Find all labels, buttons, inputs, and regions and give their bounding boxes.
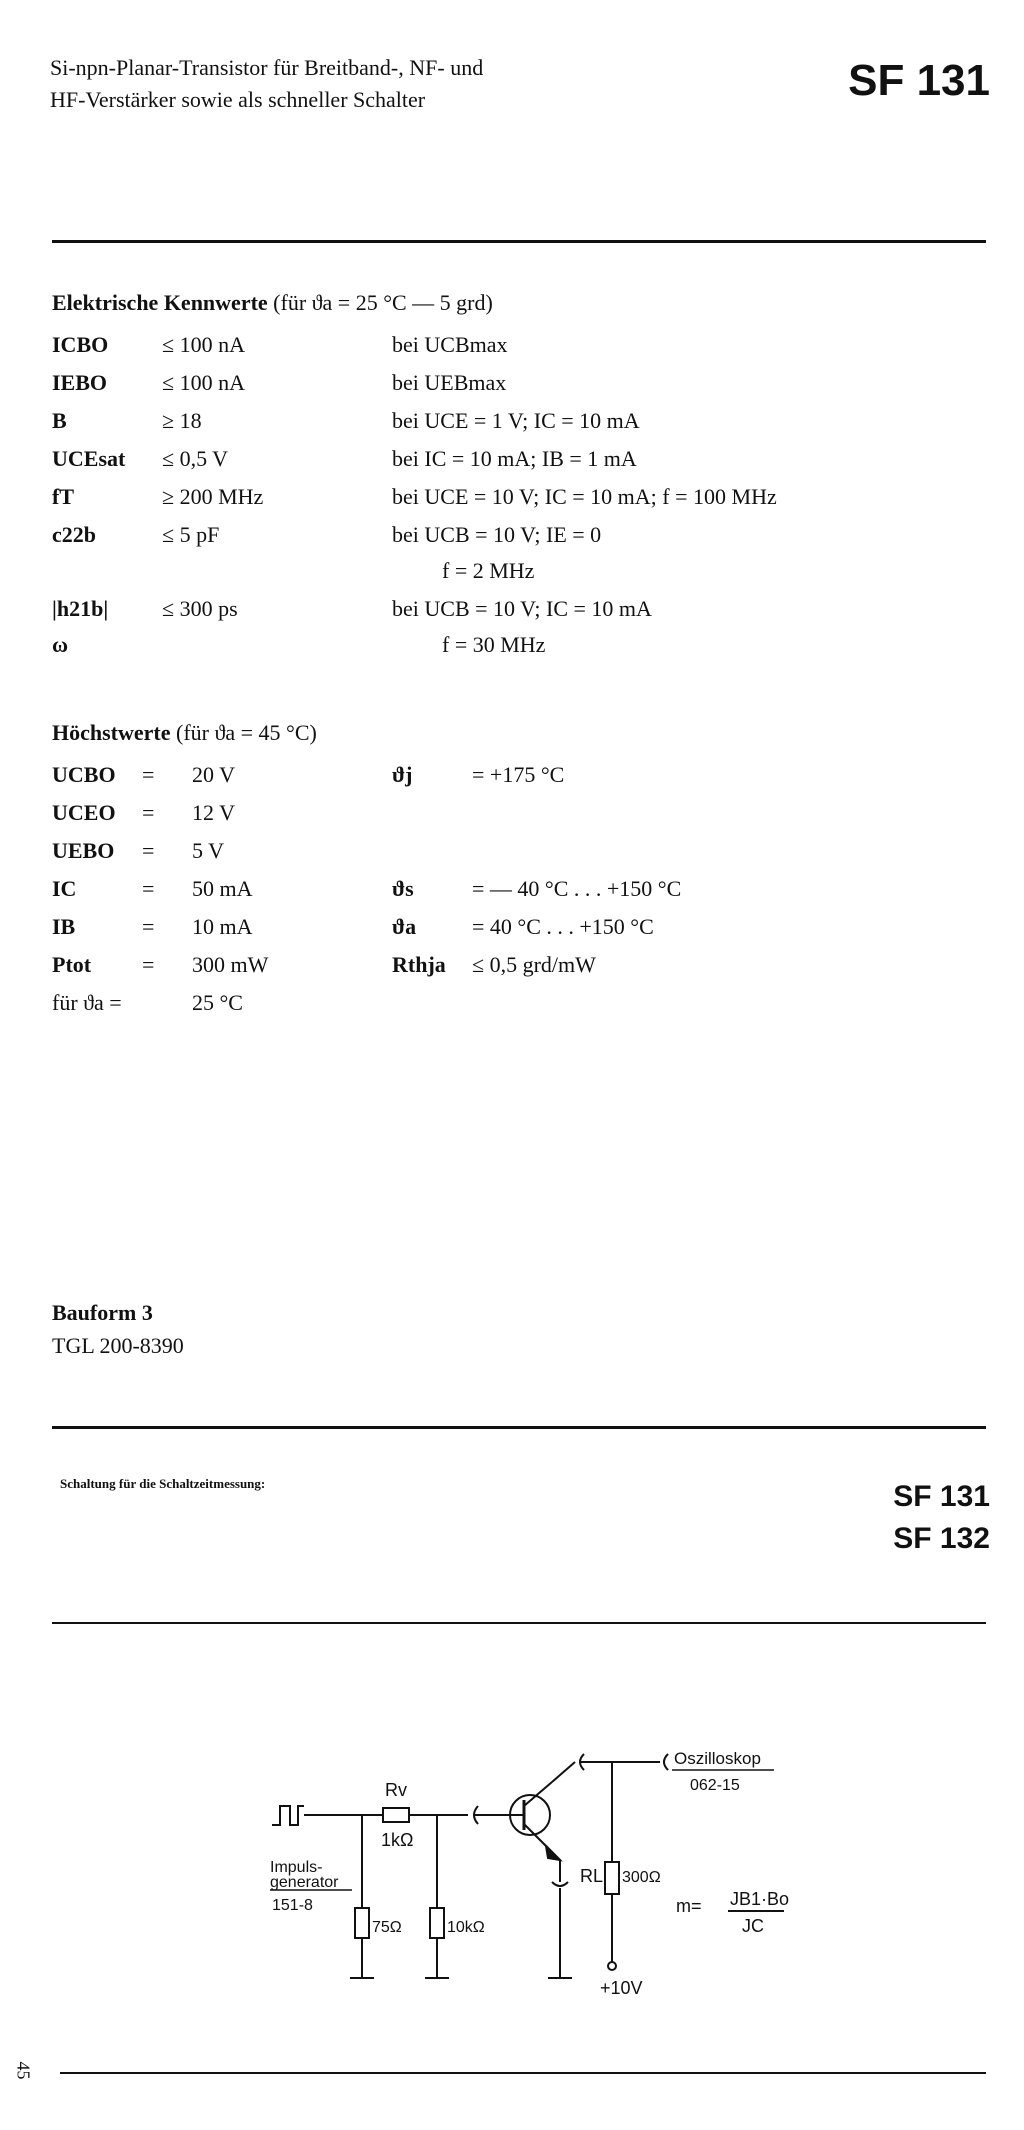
supply-terminal — [608, 1962, 616, 1970]
max-ratings-title-rest: (für ϑa = 45 °C) — [176, 720, 317, 745]
rl-label: RL — [580, 1866, 604, 1886]
electrical-condition: bei UCE = 1 V; IC = 10 mA — [392, 408, 640, 433]
max-rating-value-2: = +175 °C — [472, 762, 565, 787]
formula-numerator: JB1·Bo — [730, 1889, 790, 1909]
electrical-condition: bei UCBmax — [392, 332, 508, 357]
switching-circuit-diagram — [0, 1620, 1024, 2000]
description-line-1: Si-npn-Planar-Transistor für Breitband-, NF- und — [50, 55, 484, 80]
oscilloscope-model: 062-15 — [690, 1777, 740, 1794]
r10k-resistor — [430, 1908, 444, 1938]
oscilloscope-label: Oszilloskop — [674, 1749, 761, 1768]
electrical-condition: bei UCB = 10 V; IE = 0 — [392, 522, 602, 547]
max-rating-value: 50 mA — [192, 876, 253, 901]
electrical-section-title — [52, 290, 493, 316]
max-rating-value-2: = 40 °C . . . +150 °C — [472, 914, 654, 939]
max-ratings-title — [52, 720, 317, 746]
electrical-condition: bei IC = 10 mA; IB = 1 mA — [392, 446, 637, 471]
oscilloscope-connector — [664, 1754, 668, 1770]
rv-value: 1kΩ — [381, 1830, 414, 1850]
formula-m: m= — [676, 1896, 702, 1916]
max-ratings-title-bold: Höchstwerte — [52, 720, 171, 745]
max-rating-equals: = — [142, 838, 155, 863]
electrical-condition: f = 2 MHz — [442, 558, 535, 583]
electrical-condition: bei UCB = 10 V; IC = 10 mA — [392, 596, 652, 621]
max-rating-symbol: IC — [52, 876, 77, 901]
max-rating-value-2: = — 40 °C . . . +150 °C — [472, 876, 682, 901]
electrical-condition: bei UEBmax — [392, 370, 507, 395]
max-rating-equals: = — [142, 914, 155, 939]
electrical-symbol: UCEsat — [52, 446, 126, 471]
electrical-symbol: ω — [52, 632, 69, 657]
electrical-value: ≤ 5 pF — [162, 522, 220, 547]
electrical-symbol: B — [52, 408, 67, 433]
r75-resistor — [355, 1908, 369, 1938]
max-rating-symbol-2: Rthja — [392, 952, 446, 977]
electrical-condition: bei UCE = 10 V; IC = 10 mA; f = 100 MHz — [392, 484, 777, 509]
electrical-value: ≤ 100 nA — [162, 332, 245, 357]
collector-lead — [524, 1782, 552, 1806]
max-rating-symbol: IB — [52, 914, 76, 939]
part-number-title: SF 131 — [848, 56, 990, 105]
electrical-symbol: IEBO — [52, 370, 108, 395]
bauform-title: Bauform 3 — [52, 1300, 153, 1325]
max-rating-equals: = — [142, 762, 155, 787]
rv-resistor — [383, 1808, 409, 1822]
max-rating-value: 5 V — [192, 838, 224, 863]
max-rating-value: 300 mW — [192, 952, 269, 977]
electrical-value: ≥ 18 — [162, 408, 202, 433]
electrical-symbol: c22b — [52, 522, 96, 547]
max-rating-symbol: Ptot — [52, 952, 92, 977]
electrical-value: ≤ 0,5 V — [162, 446, 229, 471]
generator-label-1: Impuls- — [270, 1859, 323, 1876]
footer-divider — [60, 2072, 986, 2074]
max-rating-symbol: UCBO — [52, 762, 116, 787]
description-line-2: HF-Verstärker sowie als schneller Schalter — [50, 87, 426, 112]
max-rating-value: 25 °C — [192, 990, 243, 1015]
rl-value: 300Ω — [622, 1869, 661, 1886]
electrical-value: ≤ 100 nA — [162, 370, 245, 395]
max-rating-value: 20 V — [192, 762, 235, 787]
electrical-condition: f = 30 MHz — [442, 632, 546, 657]
header-description — [50, 52, 483, 116]
max-rating-symbol-2: ϑs — [392, 876, 414, 901]
max-rating-symbol: UCEO — [52, 800, 116, 825]
electrical-title-bold: Elektrische Kennwerte — [52, 290, 268, 315]
switching-part-2: SF 132 — [893, 1522, 990, 1555]
max-rating-value: 12 V — [192, 800, 235, 825]
max-rating-symbol-2: ϑj — [392, 762, 413, 787]
electrical-symbol: ICBO — [52, 332, 109, 357]
emitter-arrow — [546, 1846, 560, 1860]
generator-label-2: generator — [270, 1874, 339, 1891]
electrical-symbol: fT — [52, 484, 74, 509]
max-rating-equals: = — [142, 876, 155, 901]
bauform-divider — [52, 1426, 986, 1429]
electrical-symbol: |h21b| — [52, 596, 109, 621]
formula-denominator: JC — [742, 1916, 764, 1936]
max-rating-equals: = — [142, 952, 155, 977]
electrical-title-rest: (für ϑa = 25 °C — 5 grd) — [273, 290, 493, 315]
header-divider — [52, 240, 986, 243]
electrical-value: ≤ 300 ps — [162, 596, 238, 621]
supply-voltage: +10V — [600, 1978, 643, 1998]
bauform-standard: TGL 200-8390 — [52, 1333, 184, 1358]
switching-part-1: SF 131 — [893, 1480, 990, 1513]
switching-caption: Schaltung für die Schaltzeitmessung: — [60, 1476, 266, 1491]
r75-label: 75Ω — [372, 1919, 402, 1936]
pulse-symbol — [272, 1806, 304, 1825]
r10k-label: 10kΩ — [447, 1919, 485, 1936]
rv-label: Rv — [385, 1780, 407, 1800]
max-rating-symbol: für ϑa = — [52, 990, 122, 1015]
page-number: 45 — [13, 2061, 34, 2080]
max-rating-value: 10 mA — [192, 914, 253, 939]
emitter-connector — [552, 1882, 568, 1886]
max-rating-equals: = — [142, 800, 155, 825]
rl-resistor — [605, 1862, 619, 1894]
generator-model: 151-8 — [272, 1897, 313, 1914]
max-rating-symbol-2: ϑa — [392, 914, 417, 939]
electrical-value: ≥ 200 MHz — [162, 484, 264, 509]
max-rating-symbol: UEBO — [52, 838, 115, 863]
max-rating-value-2: ≤ 0,5 grd/mW — [472, 952, 596, 977]
